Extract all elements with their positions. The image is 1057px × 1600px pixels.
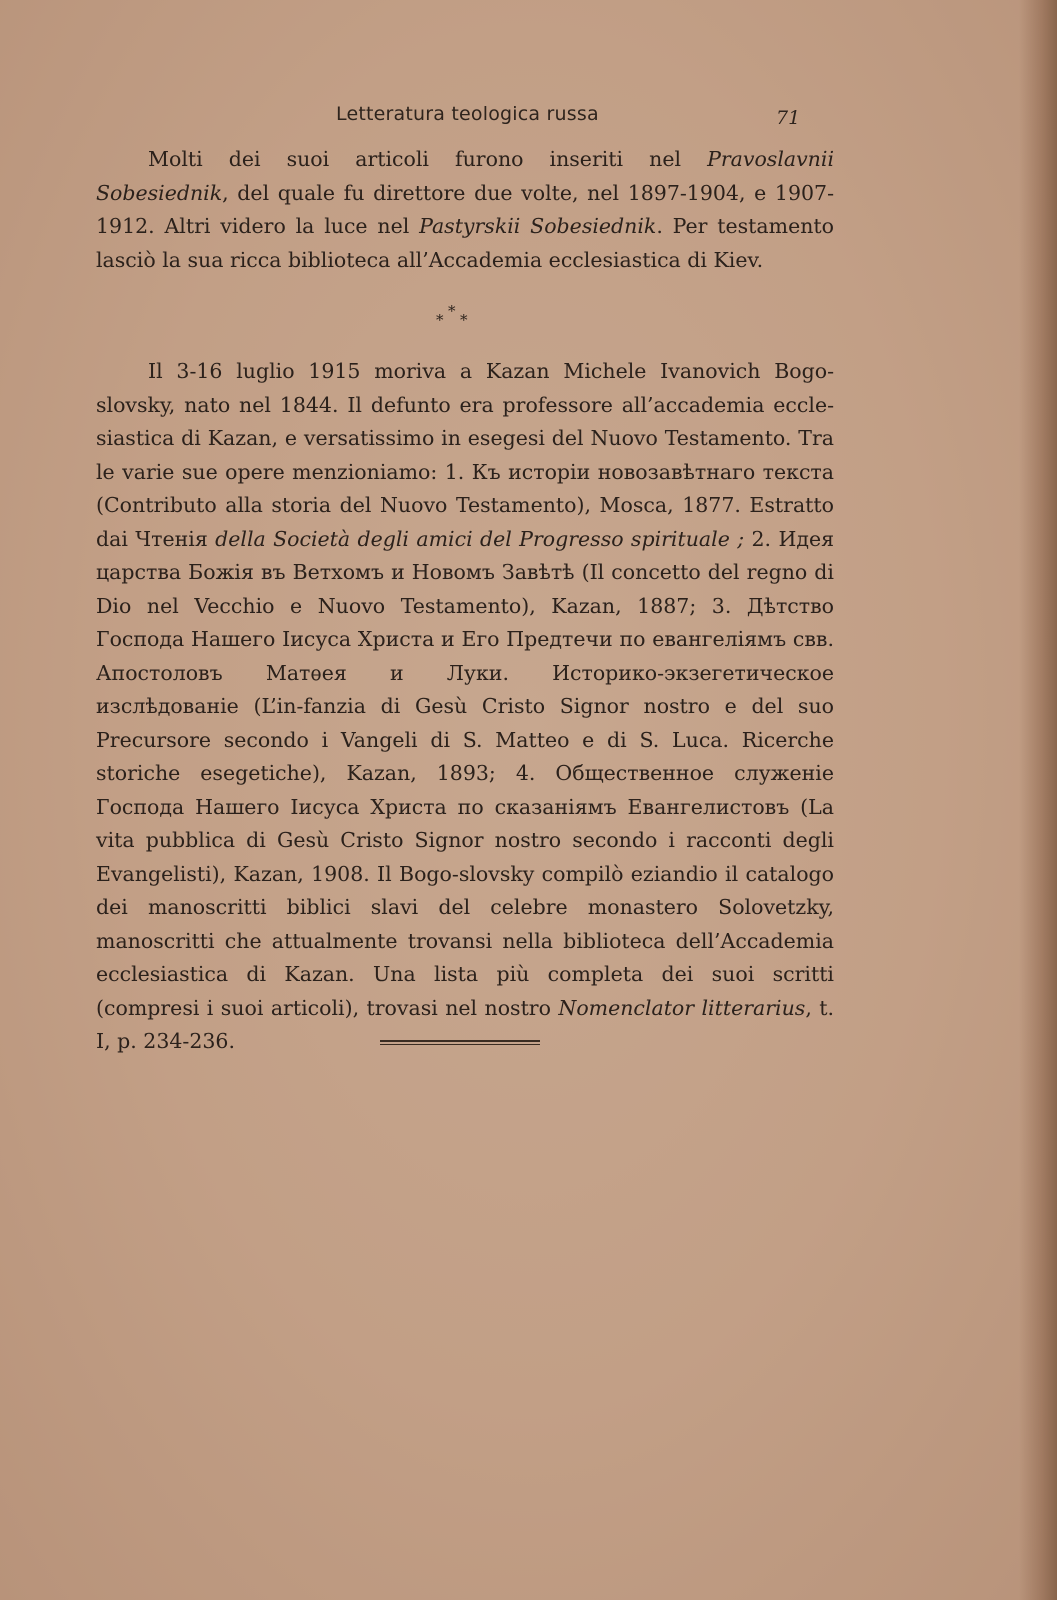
paragraph-2-text (96, 355, 834, 1059)
asterisk-glyph: * (436, 311, 444, 329)
paragraph-2 (96, 355, 834, 1059)
closing-double-rule (380, 1040, 540, 1045)
running-title: Letteratura teologica russa (336, 103, 599, 125)
page-number: 71 (776, 107, 801, 129)
paragraph-1-segment: . Per testamento lasciò la sua ricca biblioteca all’Accademia ecclesiastica di Kiev. (96, 214, 834, 272)
paragraph-1 (96, 143, 834, 277)
running-head (0, 103, 1057, 133)
periodical-title: Pravoslavnii Sobesiednik (96, 147, 834, 205)
paragraph-1-segment: , del quale fu direttore due volte, nel 1897-1904, e 1907-1912. Altri videro la luce nel (96, 180, 834, 238)
rule-line (380, 1044, 540, 1046)
nomenclator-title: Nomenclator litterarius (558, 995, 806, 1020)
paragraph-1-segment: Molti dei suoi articoli furono inseriti nel (148, 147, 708, 171)
paragraph-1-text (96, 143, 834, 277)
rule-line (380, 1040, 540, 1042)
periodical-title: Pastyrskii Sobesiednik (419, 214, 657, 238)
asterism-separator (436, 302, 486, 332)
asterisk-glyph: * (460, 311, 468, 329)
paragraph-2-segment: , t. I, p. 234-236. (96, 995, 835, 1053)
paragraph-2-segment: Il 3-16 luglio 1915 moriva a Kazan Michele Ivanovich Bogo-slovsky, nato nel 1844. Il defunto era professore all’accademia eccle-siastica di Kazan, e versatissimo in esegesi del Nuovo Testamento. Tra le varie sue opere menzioniamo: 1. Къ исторіи новозавѣтнаго текста (Contributo alla storia del Nuovo Testamento), Mosca, 1877. Estratto dai Чтенія (96, 359, 834, 551)
paragraph-2-segment: 2. Идея царства Божія въ Ветхомъ и Новомъ Завѣтѣ (Il concetto del regno di Dio nel Vecchio e Nuovo Testamento), Kazan, 1887; 3. Дѣтство Господа Нашего Іисуса Христа и Его Предтечи по евангеліямъ свв. Апостоловъ Матѳея и Луки. Историко-экзегетическое изслѣдованіе (L’in-fanzia di Gesù Cristo Signor nostro e del suo Precursore secondo i Vangeli di S. Matteo e di S. Luca. Ricerche storiche esegetiche), Kazan, 1893; 4. Общественное служеніе Господа Нашего Іисуса Христа по сказаніямъ Евангелистовъ (La vita pubblica di Gesù Cristo Signor nostro secondo i racconti degli Evangelisti), Kazan, 1908. Il Bogo-slovsky compilò eziandio il catalogo dei manoscritti biblici slavi del celebre monastero Solovetzky, manoscritti che attualmente trovansi nella biblioteca dell’Accademia ecclesiastica di Kazan. Una lista più completa dei suoi scritti (compresi i suoi articoli), trovasi nel nostro (96, 526, 835, 1020)
society-title: della Società degli amici del Progresso spirituale ; (215, 526, 745, 551)
page-edge-shadow (1019, 0, 1057, 1600)
asterisk-glyph: * (448, 302, 456, 320)
